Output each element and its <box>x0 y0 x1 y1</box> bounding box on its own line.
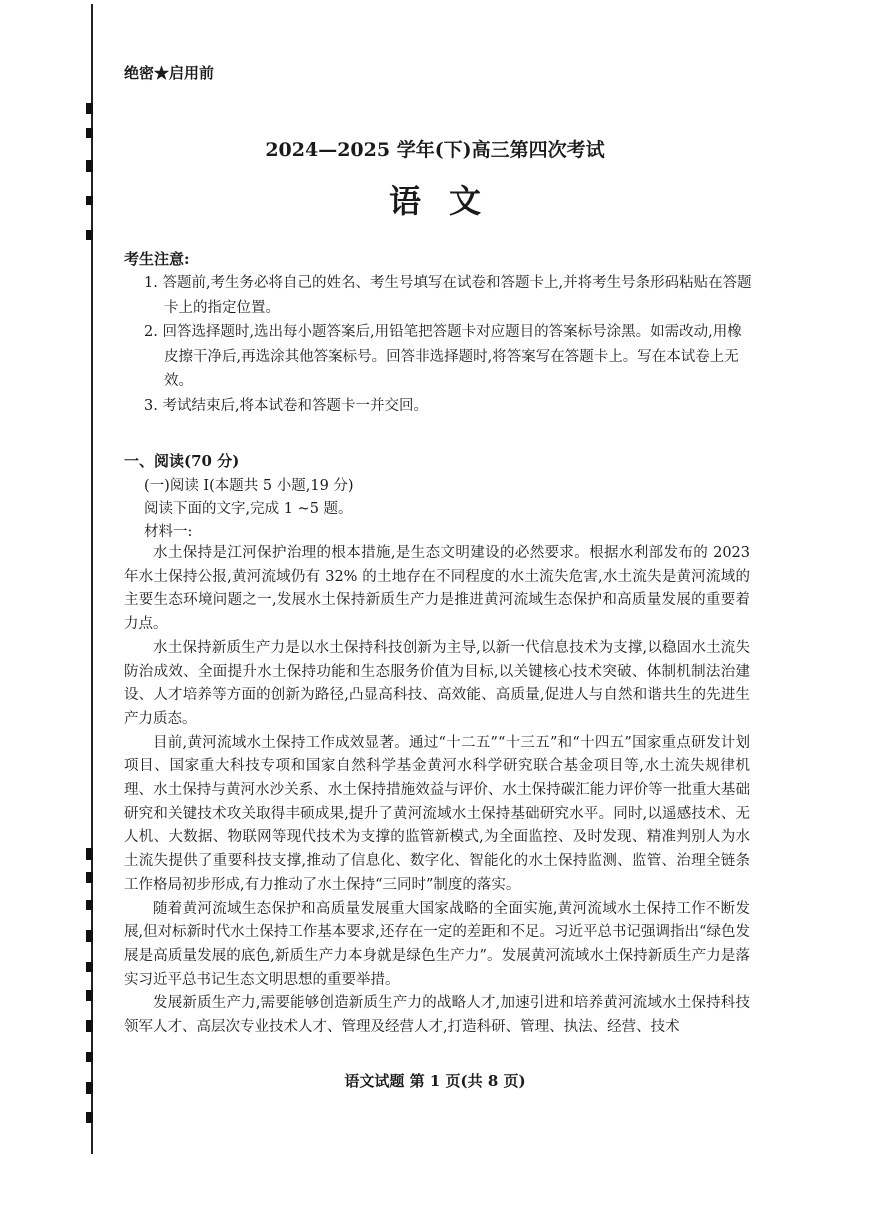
notice-list <box>144 271 754 418</box>
binding-mark <box>86 848 93 860</box>
material-label: 材料一: <box>144 524 193 540</box>
reading-instruction: 阅读下面的文字,完成 1 ~5 题。 <box>144 501 353 517</box>
notice-heading: 考生注意: <box>124 250 190 268</box>
binding-mark <box>86 872 93 883</box>
binding-mark <box>86 900 93 910</box>
part-heading: (一)阅读 I(本题共 5 小题,19 分) <box>144 478 354 494</box>
confidential-mark: 绝密★启用前 <box>124 64 215 82</box>
material-text <box>124 542 750 1040</box>
binding-mark <box>86 103 93 114</box>
paragraph: 水土保持是江河保护治理的根本措施,是生态文明建设的必然要求。根据水利部发布的 2023 年水土保持公报,黄河流域仍有 32% 的土地存在不同程度的水土流失危害,水土流失是黄河流域的主要生态环境问题之一,发展水土保持新质生产力是推进黄河流域生态保护和高质量发展的重要着力点。 <box>124 545 750 633</box>
subject-title: 语文 <box>388 182 509 220</box>
binding-mark <box>86 990 93 1001</box>
notice-item: 1. 答题前,考生务必将自己的姓名、考生号填写在试卷和答题卡上,并将考生号条形码粘贴在答题卡上的指定位置。 <box>144 275 752 316</box>
binding-mark <box>86 962 93 972</box>
paragraph: 发展新质生产力,需要能够创造新质生产力的战略人才,加速引进和培养黄河流域水土保持科技领军人才、高层次专业技术人才、管理及经营人才,打造科研、管理、执法、经营、技术 <box>124 995 750 1036</box>
section-heading: 一、阅读(70 分) <box>124 452 240 470</box>
binding-mark <box>86 230 93 240</box>
notice-item: 2. 回答选择题时,选出每小题答案后,用铅笔把答题卡对应题目的答案标号涂黑。如需改动,用橡皮擦干净后,再选涂其他答案标号。回答非选择题时,将答案写在答题卡上。写在本试卷上无效。 <box>144 324 742 389</box>
page-footer: 语文试题 第 1 页(共 8 页) <box>344 1072 526 1090</box>
notice-item: 3. 考试结束后,将本试卷和答题卡一并交回。 <box>144 397 429 414</box>
paragraph: 目前,黄河流域水土保持工作成效显著。通过“十二五”“十三五”和“十四五”国家重点研发计划项目、国家重大科技专项和国家自然科学基金黄河水科学研究联合基金项目等,水土流失规律机理、水土保持与黄河水沙关系、水土保持措施效益与评价、水土保持碳汇能力评价等一批重大基础研究和关键技术攻关取得丰硕成果,提升了黄河流域水土保持基础研究水平。同时,以遥感技术、无人机、大数据、物联网等现代技术为支撑的监管新模式,为全面监控、及时发现、精准判别人为水土流失提供了重要科技支撑,推动了信息化、数字化、智能化的水土保持监测、监管、治理全链条工作格局初步形成,有力推动了水土保持“三同时”制度的落实。 <box>124 734 750 893</box>
binding-mark <box>86 930 93 942</box>
paragraph: 水土保持新质生产力是以水土保持科技创新为主导,以新一代信息技术为支撑,以稳固水土流失防治成效、全面提升水土保持功能和生态服务价值为目标,以关键核心技术突破、体制机制法治建设、人才培养等方面的创新为路径,凸显高科技、高效能、高质量,促进人与自然和谐共生的先进生产力质态。 <box>124 639 750 727</box>
binding-mark <box>86 1020 93 1032</box>
binding-mark <box>86 1052 93 1062</box>
paragraph: 随着黄河流域生态保护和高质量发展重大国家战略的全面实施,黄河流域水土保持工作不断发展,但对标新时代水土保持工作基本要求,还存在一定的差距和不足。习近平总书记强调指出“绿色发展是高质量发展的底色,新质生产力本身就是绿色生产力”。发展黄河流域水土保持新质生产力是落实习近平总书记生态文明思想的重要举措。 <box>124 900 750 988</box>
exam-title: 2024—2025 学年(下)高三第四次考试 <box>265 139 605 161</box>
binding-mark <box>86 1112 93 1123</box>
